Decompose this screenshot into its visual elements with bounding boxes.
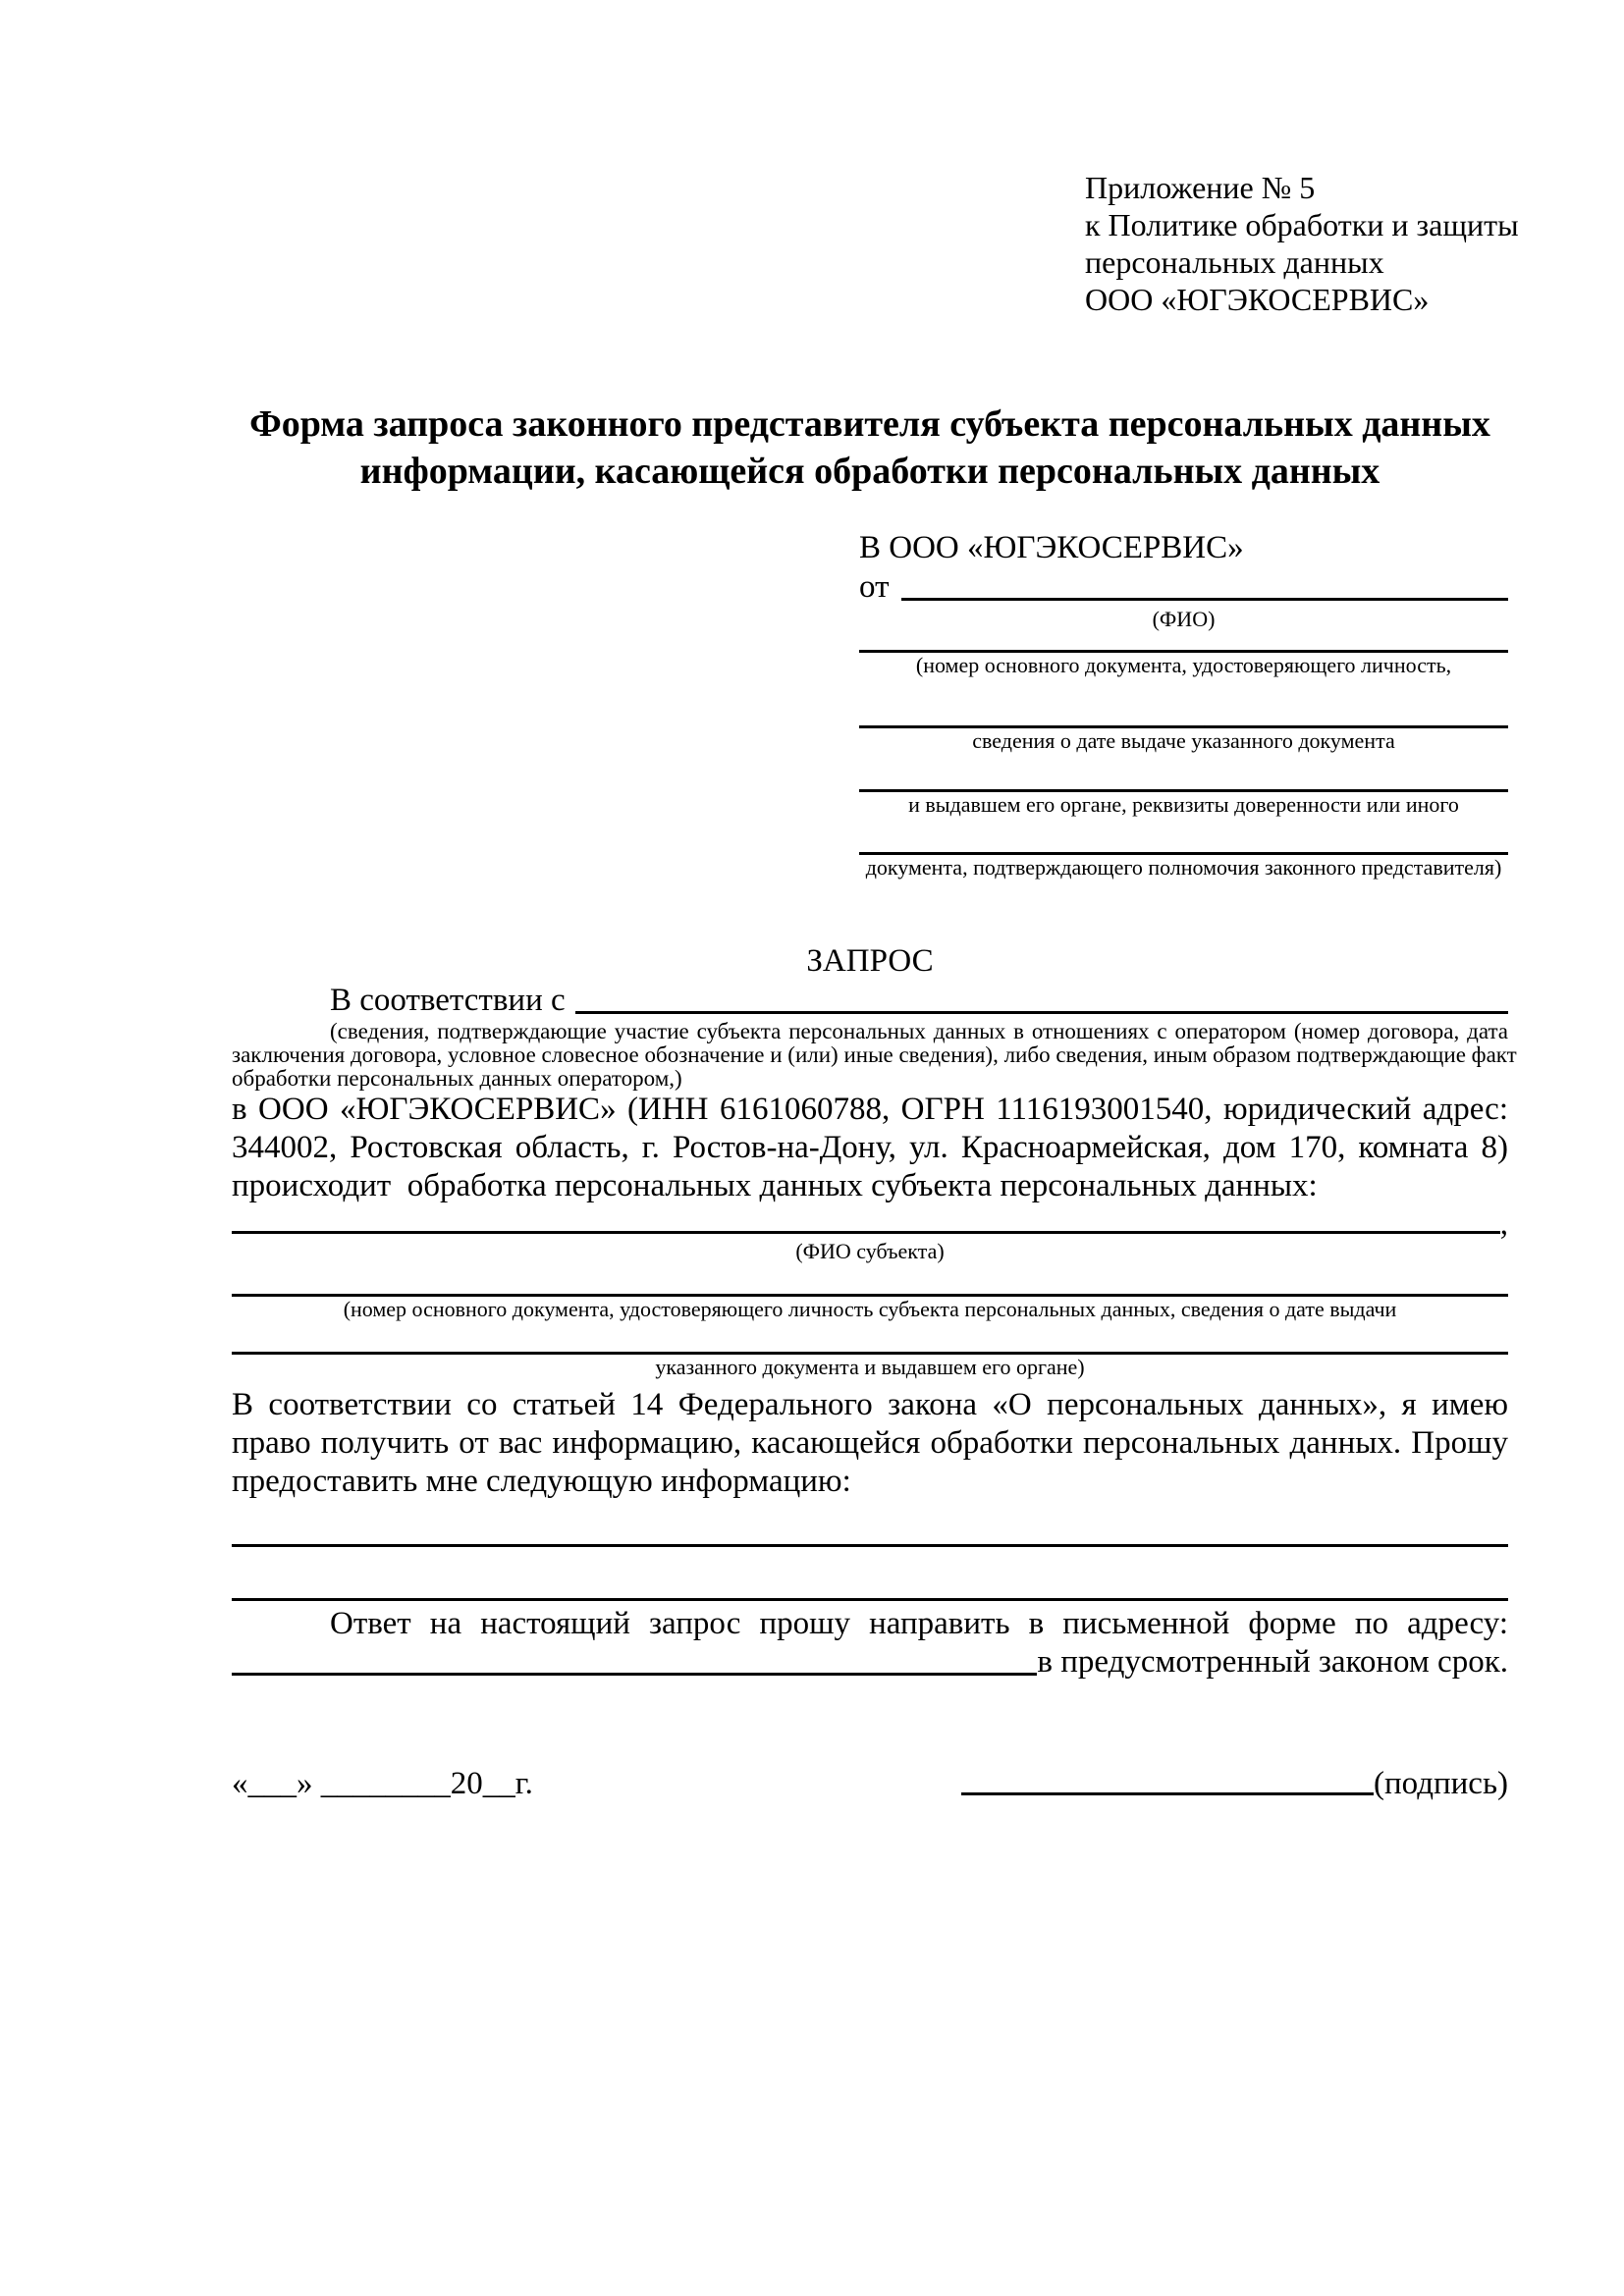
representative-doc-caption-1: (номер основного документа, удостоверяющего личность, xyxy=(915,653,1452,677)
signature-caption: (подпись) xyxy=(1374,1766,1508,1801)
subject-fio-comma: , xyxy=(1499,1206,1508,1242)
representative-fio-fill-line xyxy=(901,567,1509,601)
appendix-line: ООО «ЮГЭКОСЕРВИС» xyxy=(1085,282,1430,317)
representative-doc-caption-2: сведения о дате выдаче указанного документа xyxy=(972,728,1395,753)
operator-paragraph xyxy=(232,1091,1508,1205)
form-title-line: Форма запроса законного представителя субъекта персональных данных xyxy=(249,403,1490,445)
address-fill-line xyxy=(232,1643,1037,1676)
subject-doc-caption-2: указанного документа и выдавшем его органе) xyxy=(655,1355,1085,1379)
law-paragraph xyxy=(232,1386,1508,1501)
representative-doc-caption-3: и выдавшем его органе, реквизиты доверенности или иного xyxy=(908,792,1459,817)
requested-info-fill-line-2 xyxy=(232,1598,1508,1601)
request-heading: ЗАПРОС xyxy=(806,943,934,979)
operator-paragraph-line: происходит обработка персональных данных субъекта персональных данных: xyxy=(232,1168,1318,1203)
law-paragraph-line: В соответствии со статьей 14 Федерального закона «О персональных данных», я имею xyxy=(232,1387,1508,1422)
addressee-block xyxy=(859,528,1508,881)
appendix-line: персональных данных xyxy=(1085,244,1384,280)
note-line: заключения договора, условное словесное обозначение и (или) иные сведения), либо сведения, иным образом подтверждающие факт xyxy=(232,1042,1517,1067)
accordance-label: В соответствии с xyxy=(330,983,566,1018)
footer-row xyxy=(232,1764,1508,1803)
operator-paragraph-line: 344002, Ростовская область, г. Ростов-на-Дону, ул. Красноармейская, дом 170, комната 8) xyxy=(232,1130,1508,1165)
note-line: обработки персональных данных оператором,) xyxy=(232,1066,682,1091)
note-line: (сведения, подтверждающие участие субъекта персональных данных в отношениях с оператором (номер договора, дата xyxy=(330,1019,1508,1043)
subject-fio-fill-line xyxy=(232,1209,1500,1234)
answer-paragraph-line: Ответ на настоящий запрос прошу направить в письменной форме по адресу: xyxy=(330,1606,1508,1641)
answer-paragraph xyxy=(232,1605,1508,1643)
accordance-fill-line xyxy=(575,981,1508,1014)
requested-info-fill-line-1 xyxy=(232,1544,1508,1547)
signature-block xyxy=(961,1764,1508,1803)
subject-doc-caption-1: (номер основного документа, удостоверяющего личность субъекта персональных данных, сведения о дате выдачи xyxy=(343,1297,1397,1321)
from-row xyxy=(859,567,1508,607)
subject-fio-row xyxy=(232,1206,1508,1242)
form-title-line: информации, касающейся обработки персональных данных xyxy=(359,451,1380,492)
appendix-line: к Политике обработки и защиты xyxy=(1085,207,1519,242)
appendix-note xyxy=(1085,169,1519,318)
date-line: «___» ________20__г. xyxy=(232,1766,533,1801)
answer-paragraph-tail: в предусмотренный законом срок. xyxy=(1037,1644,1508,1680)
representative-doc-caption-4: документа, подтверждающего полномочия законного представителя) xyxy=(865,855,1502,880)
from-label: от xyxy=(859,569,890,605)
answer-address-row xyxy=(232,1643,1508,1682)
accordance-note xyxy=(232,1019,1517,1091)
addressee-company: В ООО «ЮГЭКОСЕРВИС» xyxy=(859,530,1244,565)
law-paragraph-line: право получить от вас информацию, касающейся обработки персональных данных. Прошу xyxy=(232,1425,1508,1461)
appendix-line: Приложение № 5 xyxy=(1085,170,1316,205)
operator-paragraph-line: в ООО «ЮГЭКОСЕРВИС» (ИНН 6161060788, ОГРН 1116193001540, юридический адрес: xyxy=(232,1092,1508,1127)
accordance-row xyxy=(232,981,1508,1020)
signature-fill-line xyxy=(961,1792,1374,1795)
form-title xyxy=(232,400,1508,495)
subject-fio-caption: (ФИО субъекта) xyxy=(795,1239,945,1263)
fio-caption: (ФИО) xyxy=(1152,607,1216,631)
law-paragraph-line: предоставить мне следующую информацию: xyxy=(232,1464,851,1499)
